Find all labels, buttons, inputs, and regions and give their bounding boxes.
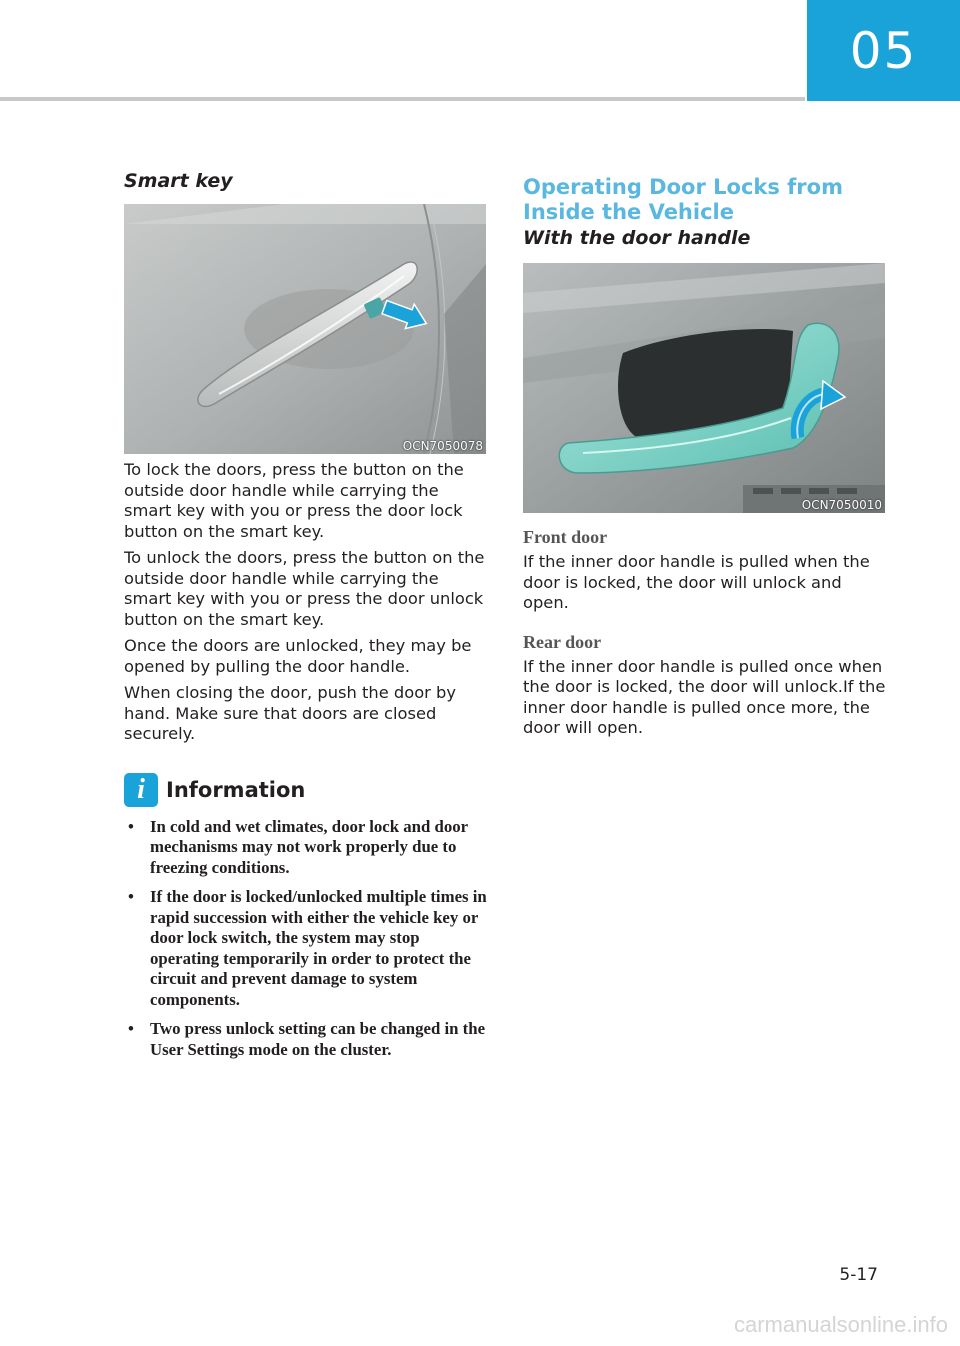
section-title: Operating Door Locks from Inside the Vehicle: [523, 175, 843, 224]
information-heading: Information: [166, 777, 306, 802]
figure-code: OCN7050010: [801, 498, 882, 512]
rear-door-title: Rear door: [523, 631, 602, 652]
paragraph: To lock the doors, press the button on the outside door handle while carrying the smart key with you or press the door lock button on the smart key.: [124, 460, 464, 541]
chapter-tab: 05: [807, 0, 960, 101]
information-title: [124, 773, 488, 807]
left-column: [124, 170, 488, 1069]
paragraph: Once the doors are unlocked, they may be opened by pulling the door handle.: [124, 636, 472, 676]
door-handle-body: [523, 527, 887, 739]
header-rule: [0, 97, 805, 101]
door-handle-subheading: With the door handle: [523, 227, 751, 249]
outside-door-handle-figure: [124, 204, 486, 454]
information-list: [124, 817, 488, 1061]
outside-door-handle-illustration: [124, 204, 486, 454]
inner-door-handle-illustration: [523, 263, 885, 513]
inner-door-handle-figure: [523, 263, 885, 513]
figure-code: OCN7050078: [402, 439, 483, 453]
watermark: carmanualsonline.info: [733, 1312, 948, 1337]
list-item: • Two press unlock setting can be changed in the User Settings mode on the cluster.: [124, 1019, 488, 1060]
rear-door-text: If the inner door handle is pulled once when the door is locked, the door will unlock.If the inner door handle is pulled once more, the door will open.: [523, 656, 886, 737]
front-door-title: Front door: [523, 527, 608, 547]
list-item: • If the door is locked/unlocked multiple times in rapid succession with either the vehicle key or door lock switch, the system may stop operating temporarily in order to protect the circuit and prevent damage to system components.: [124, 887, 488, 1010]
front-door-text: If the inner door handle is pulled when the door is locked, the door will unlock and open.: [523, 552, 870, 612]
paragraph: To unlock the doors, press the button on the outside door handle while carrying the smart key with you or press the door unlock button on the smart key.: [124, 548, 485, 629]
paragraph: When closing the door, push the door by hand. Make sure that doors are closed securely.: [124, 683, 457, 743]
page-number: 5-17: [839, 1265, 878, 1285]
information-box: [124, 773, 488, 1061]
smart-key-subheading: Smart key: [124, 170, 233, 192]
information-icon: i: [124, 773, 158, 807]
right-column: [523, 170, 887, 745]
list-item: • In cold and wet climates, door lock and door mechanisms may not work properly due to freezing conditions.: [124, 817, 488, 879]
smart-key-body: [124, 460, 488, 745]
